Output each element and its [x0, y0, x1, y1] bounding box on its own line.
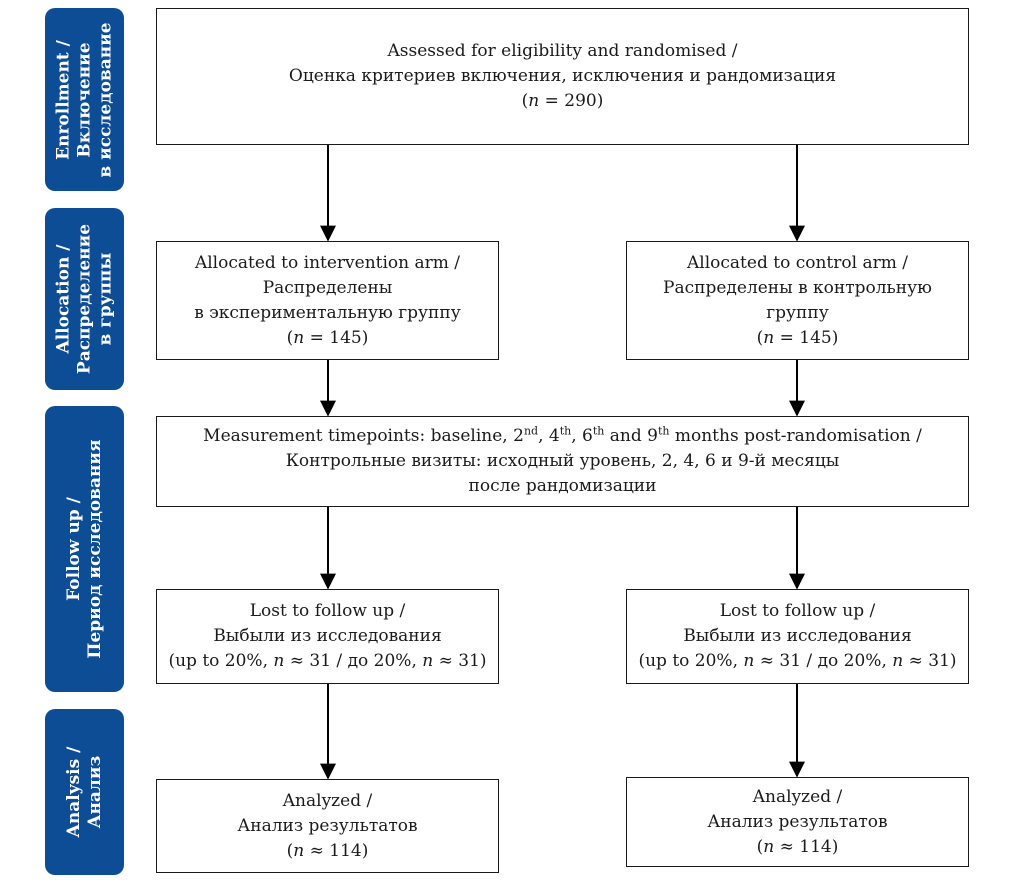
control-alloc-line3: группу [766, 302, 829, 323]
control-alloc-count: (n = 145) [756, 327, 839, 348]
lost-left-line1: Lost to follow up / [249, 601, 406, 621]
measurement-line3: после рандомизации [468, 476, 657, 496]
phase-enrollment [45, 8, 124, 191]
enrollment-line2: Оценка критериев включения, исключения и рандомизация [288, 66, 837, 86]
phase-analysis-line1: Analysis / [63, 746, 84, 838]
enrollment-line1: Assessed for eligibility and randomised / [387, 41, 738, 61]
lost-right-line3: (up to 20%, n ≈ 31 / до 20%, n ≈ 31) [638, 651, 957, 671]
lost-right-line2: Выбыли из исследования [683, 626, 912, 646]
phase-allocation-line1: Allocation / [53, 244, 73, 354]
intervention-alloc-line1: Allocated to intervention arm / [194, 252, 461, 273]
intervention-alloc-line2: Распределены [262, 277, 393, 298]
lost-left-line2: Выбыли из исследования [213, 626, 442, 646]
analyzed-right-count: (n ≈ 114) [756, 836, 839, 857]
intervention-allocation-box [156, 241, 499, 360]
phase-analysis-line2: Анализ [84, 755, 105, 829]
analyzed-left-line1: Analyzed / [282, 790, 373, 811]
intervention-alloc-line3: в экспериментальную группу [194, 302, 461, 323]
control-allocation-box [626, 241, 969, 360]
measurement-line2: Контрольные визиты: исходный уровень, 2, 4, 6 и 9-й месяцы [285, 451, 840, 471]
intervention-alloc-count: (n = 145) [286, 327, 369, 348]
enrollment-count: (n = 290) [521, 91, 604, 111]
control-alloc-line1: Allocated to control arm / [687, 252, 908, 273]
phase-enrollment-line2: Включение [74, 41, 94, 158]
analyzed-left-box [156, 779, 499, 873]
phase-followup-line1: Follow up / [63, 497, 84, 601]
measurement-box [156, 416, 969, 507]
phase-analysis [45, 709, 124, 875]
lost-right-line1: Lost to follow up / [719, 601, 876, 621]
lost-followup-left-box [156, 589, 499, 684]
enrollment-box [156, 8, 969, 145]
phase-allocation-line2: Распределение [74, 223, 94, 375]
analyzed-left-count: (n ≈ 114) [286, 840, 369, 861]
phase-allocation [45, 208, 124, 390]
analyzed-right-line1: Analyzed / [752, 786, 843, 807]
control-alloc-line2: Распределены в контрольную [663, 277, 932, 298]
lost-left-line3: (up to 20%, n ≈ 31 / до 20%, n ≈ 31) [168, 651, 487, 671]
phase-followup [45, 406, 124, 692]
analyzed-right-line2: Анализ результатов [707, 811, 888, 832]
phase-enrollment-line1: Enrollment / [53, 39, 73, 160]
lost-followup-right-box [626, 589, 969, 684]
phase-allocation-line3: в группы [95, 252, 115, 346]
analyzed-left-line2: Анализ результатов [237, 815, 418, 836]
phase-followup-line2: Период исследования [84, 439, 105, 659]
phase-enrollment-line3: в исследование [95, 21, 115, 178]
analyzed-right-box [626, 777, 969, 867]
measurement-line1: Measurement timepoints: baseline, 2nd, 4th, 6th and 9th months post-randomisation / [203, 424, 922, 446]
